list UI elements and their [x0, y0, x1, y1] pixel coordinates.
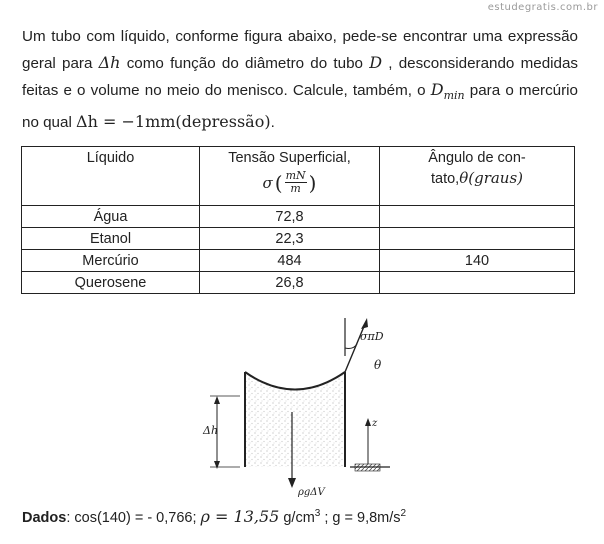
- problem-text-4: para o mercúrio no qual: [22, 82, 578, 131]
- capillary-tube-diagram: [200, 312, 400, 502]
- tension-unit: σ ( $\frac{mN}{m}$ ): [262, 169, 317, 195]
- dh-arrow-top: [214, 396, 220, 404]
- given-data: Dados: cos(140) = - 0,766; ρ = 13,55 $g/cm^3$ ; $g = 9,8m/s^2$: [22, 507, 407, 526]
- problem-text-5: .: [270, 114, 275, 131]
- dmin-symbol: $D_{min}$: [430, 80, 465, 102]
- header-contact-angle: Ângulo de con- tato,θ(graus): [380, 147, 575, 206]
- properties-table: [21, 146, 575, 294]
- table-row: Querosene 26,8: [22, 272, 575, 294]
- problem-text-3: , desconsiderando medidas feitas e o volume no meio do menisco. Calcule, também, o: [22, 55, 578, 99]
- problem-statement: [22, 24, 578, 136]
- problem-text-1: Um tubo com líquido, conforme figura abaixo, pede-se encontrar uma expressão geral para: [22, 28, 578, 72]
- table-row: Mercúrio 484 140: [22, 250, 575, 272]
- given-data-label: Dados: [22, 510, 67, 526]
- surface-force-arrowhead: [361, 318, 368, 329]
- condition-equation: Δh = −1mm(depressão): [76, 112, 271, 131]
- table-row: Água 72,8: [22, 206, 575, 228]
- delta-h-symbol: Δh: [98, 53, 121, 72]
- z-arrowhead: [365, 418, 371, 426]
- table-row: Etanol 22,3: [22, 228, 575, 250]
- problem-text-2: como função do diâmetro do tubo: [120, 55, 370, 72]
- theta-label: θ: [374, 358, 382, 372]
- header-surface-tension: Tensão Superficial, σ ( $\frac{mN}{m}$ ): [200, 147, 380, 206]
- weight-arrowhead: [288, 478, 296, 488]
- dh-label: Δh: [203, 424, 219, 437]
- liquid-column: [245, 372, 345, 467]
- watermark: estudegratis.com.br: [487, 2, 598, 13]
- table-header-row: [22, 147, 575, 206]
- diameter-symbol: D: [369, 53, 383, 72]
- weight-label: ρgΔV: [298, 487, 325, 498]
- force-label: σπD: [360, 330, 384, 343]
- z-label: z: [372, 418, 378, 429]
- rho-value: ρ = 13,55: [200, 507, 280, 526]
- header-liquid: Líquido: [22, 147, 200, 206]
- dh-arrow-bottom: [214, 461, 220, 469]
